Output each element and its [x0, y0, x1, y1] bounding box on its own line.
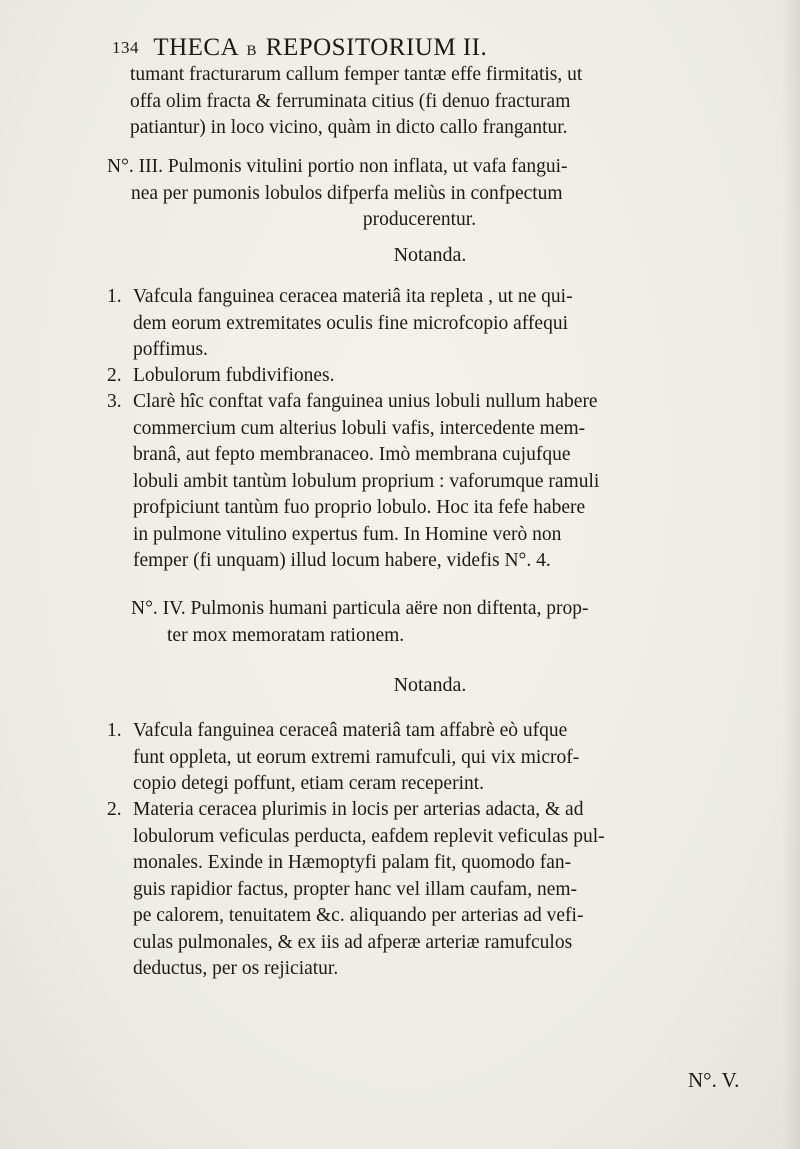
notanda-heading-1: Notanda. — [393, 244, 467, 266]
note-number: 2. — [107, 799, 122, 820]
note-number: 3. — [107, 391, 122, 412]
text-line: dem eorum extremitates oculis fine microfcopio affequi — [133, 312, 568, 334]
text-line: patiantur) in loco vicino, quàm in dicto callo frangantur. — [130, 117, 568, 138]
section-3-heading-paragraph — [107, 154, 732, 234]
text-line: lobulorum veficulas perducta, eafdem replevit veficulas pul- — [133, 825, 605, 847]
text-line: funt oppleta, ut eorum extremi ramufculi, qui vix microf- — [133, 746, 580, 768]
text-line: lobuli ambit tantùm lobulum proprium : vaforumque ramuli — [133, 470, 600, 492]
running-header — [112, 34, 712, 62]
note-item — [107, 718, 732, 798]
text-line: commercium cum alterius lobuli vafis, intercedente mem- — [133, 417, 586, 439]
text-line: ter mox memoratam rationem. — [167, 624, 405, 646]
text-line: N°. III. Pulmonis vitulini portio non inflata, ut vafa fangui- — [107, 156, 568, 177]
header-section: II. — [462, 34, 488, 61]
text-line: producerentur. — [362, 209, 477, 230]
text-line: Vafcula fanguinea ceraceâ materiâ tam affabrè eò ufque — [133, 720, 568, 741]
catchword: N°. V. — [688, 1068, 740, 1092]
section-4-heading-paragraph — [131, 596, 731, 649]
text-line: Materia ceracea plurimis in locis per arterias adacta, & ad — [133, 799, 584, 820]
text-line: culas pulmonales, & ex iis ad afperæ arteriæ ramufculos — [133, 931, 573, 953]
text-line: guis rapidior factus, propter hanc vel illam caufam, nem- — [133, 878, 578, 900]
text-line: Clarè hîc conftat vafa fanguinea unius lobuli nullum habere — [133, 391, 598, 412]
text-line: nea per pumonis lobulos difperfa meliùs in confpectum — [131, 182, 563, 204]
text-line: pe calorem, tenuitatem &c. aliquando per arterias ad vefi- — [133, 905, 584, 926]
text-line: Vafcula fanguinea ceracea materiâ ita repleta , ut ne qui- — [133, 286, 573, 307]
text-line: in pulmone vitulino expertus fum. In Homine verò non — [133, 523, 562, 545]
page-number: 134 — [112, 38, 139, 57]
text-line: offa olim fracta & ferruminata citius (fi denuo fracturam — [130, 90, 571, 112]
text-line: copio detegi poffunt, etiam ceram receperint. — [133, 773, 485, 794]
text-line: poffimus. — [133, 339, 208, 360]
text-line: tumant fracturarum callum femper tantæ effe firmitatis, ut — [130, 64, 583, 85]
page-edge-shadow — [782, 0, 800, 1149]
note-item — [107, 363, 732, 390]
intro-paragraph — [130, 62, 730, 142]
text-line: femper (fi unquam) illud locum habere, videfis N°. 4. — [133, 550, 551, 571]
notanda-heading-2: Notanda. — [393, 674, 467, 696]
note-item — [107, 797, 732, 983]
text-line: monales. Exinde in Hæmoptyfi palam fit, quomodo fan- — [133, 852, 572, 873]
note-item — [107, 389, 732, 575]
text-line: profpiciunt tantùm fuo proprio lobulo. Hoc ita fefe habere — [133, 497, 586, 518]
text-line: deductus, per os rejiciatur. — [133, 958, 339, 979]
header-title-left: THECA — [153, 34, 238, 61]
note-item — [107, 284, 732, 364]
text-line: Lobulorum fubdivifiones. — [133, 365, 335, 386]
text-line: N°. IV. Pulmonis humani particula aëre non diftenta, prop- — [131, 598, 589, 619]
note-number: 1. — [107, 286, 122, 307]
note-number: 2. — [107, 365, 122, 386]
header-title-right: REPOSITORIUM — [265, 34, 457, 61]
text-line: branâ, aut fepto membranaceo. Imò membrana cujufque — [133, 444, 571, 465]
note-number: 1. — [107, 720, 122, 741]
header-title-b: B — [246, 43, 258, 59]
